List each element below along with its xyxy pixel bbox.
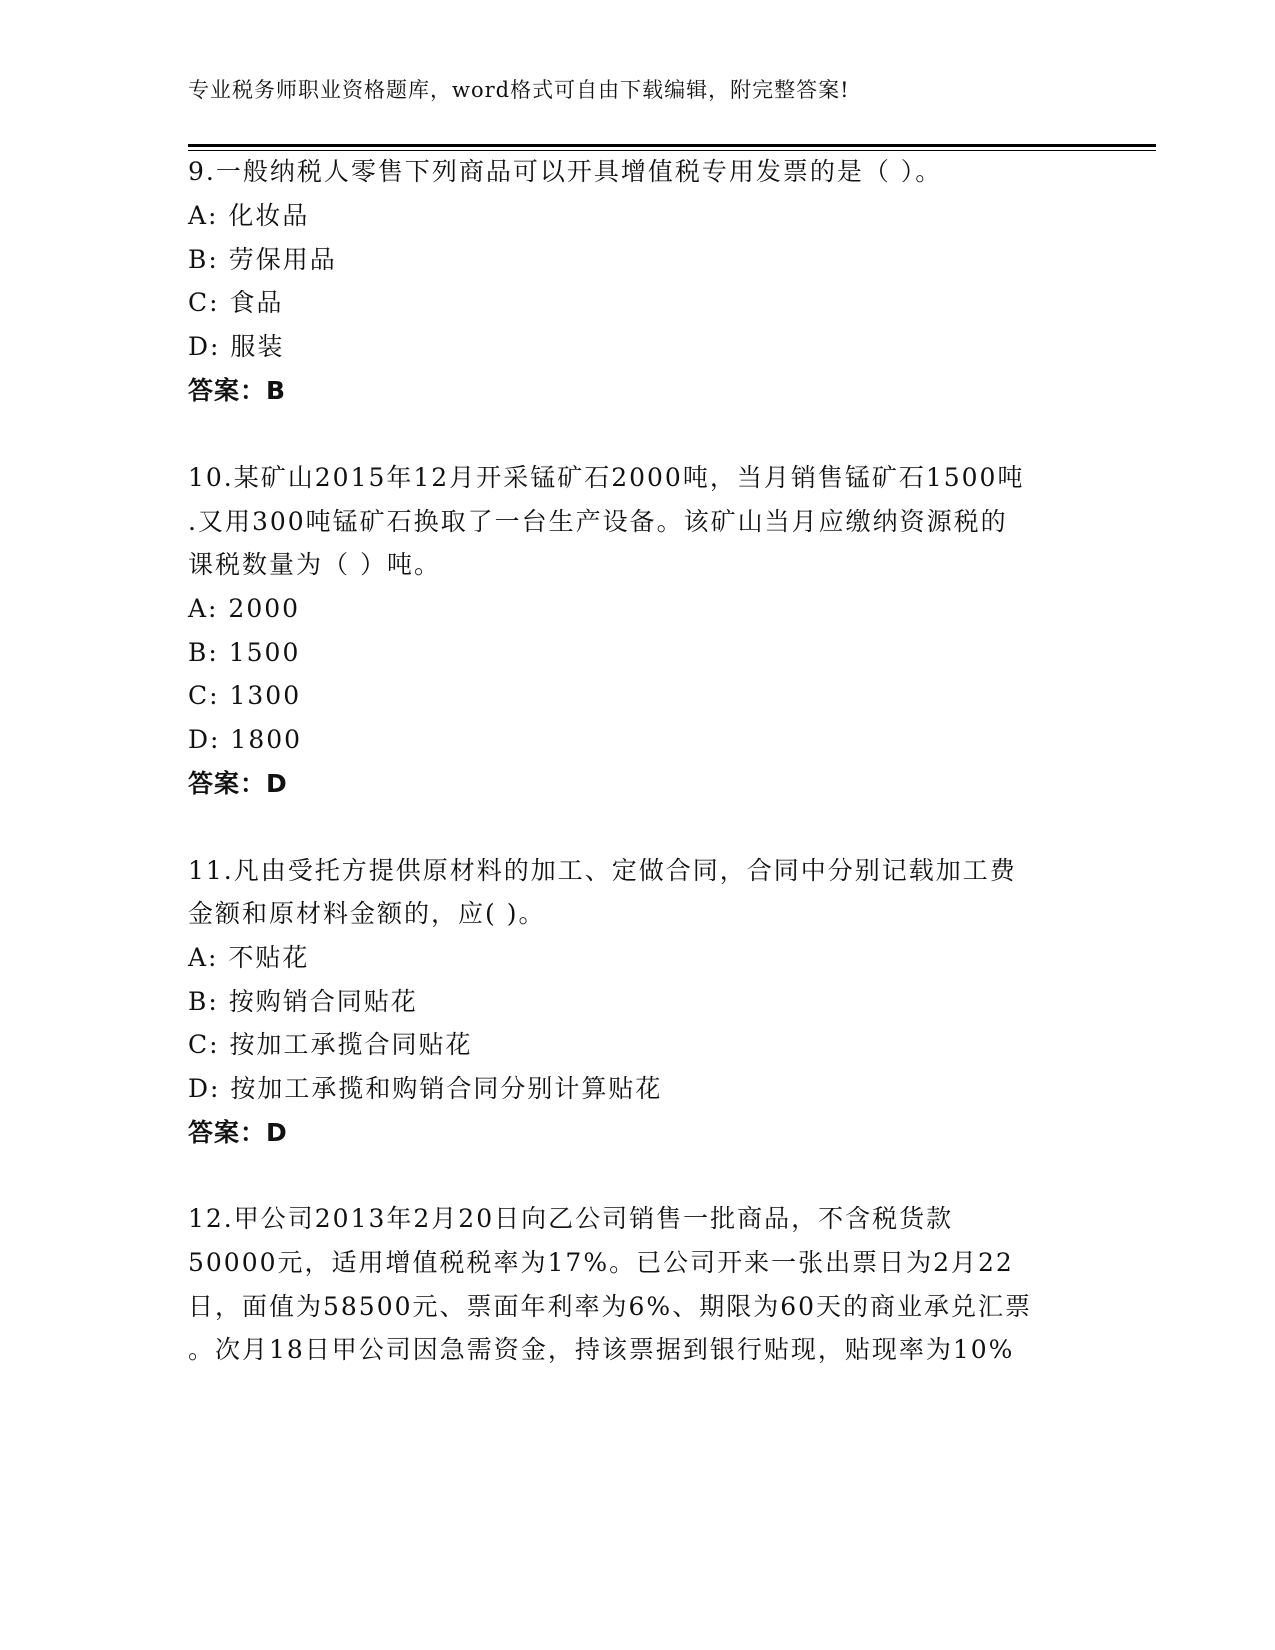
question-10-text-line-2: .又用300吨锰矿石换取了一台生产设备。该矿山当月应缴纳资源税的 [188,507,1008,536]
header-rule-thick [188,144,1156,147]
question-11-option-b: B: 按购销合同贴花 [188,987,418,1016]
question-11-text-line-1: 11.凡由受托方提供原材料的加工、定做合同，合同中分别记载加工费 [188,856,1017,885]
header-rule-thin [188,150,1156,151]
question-12-text-line-3: 日，面值为58500元、票面年利率为6%、期限为60天的商业承兑汇票 [188,1292,1033,1321]
question-11-option-a: A: 不贴花 [188,943,310,972]
question-9-option-c: C: 食品 [188,288,284,317]
question-10-text-line-1: 10.某矿山2015年12月开采锰矿石2000吨，当月销售锰矿石1500吨 [188,463,1025,492]
question-9-text: 9.一般纳税人零售下列商品可以开具增值税专用发票的是（ ）。 [188,157,943,186]
question-10-option-d: D: 1800 [188,725,303,754]
question-12-text-line-1: 12.甲公司2013年2月20日向乙公司销售一批商品，不含税货款 [188,1204,954,1233]
question-11-answer: 答案：D [188,1118,288,1147]
question-11-text-line-2: 金额和原材料金额的，应( )。 [188,899,546,928]
question-11-option-d: D: 按加工承揽和购销合同分别计算贴花 [188,1074,663,1103]
question-9-answer: 答案：B [188,376,287,405]
question-10-option-a: A: 2000 [188,594,301,623]
question-9-option-d: D: 服装 [188,332,285,361]
question-10-option-c: C: 1300 [188,681,302,710]
question-12-text-line-4: 。次月18日甲公司因急需资金，持该票据到银行贴现，贴现率为10% [188,1335,1015,1364]
question-10-option-b: B: 1500 [188,638,301,667]
question-9-option-a: A: 化妆品 [188,201,310,230]
page-header: 专业税务师职业资格题库，word格式可自由下载编辑，附完整答案! [188,78,850,102]
question-10-text-line-3: 课税数量为（ ）吨。 [188,550,441,579]
question-9-option-b: B: 劳保用品 [188,245,337,274]
question-10-answer: 答案：D [188,769,288,798]
question-12-text-line-2: 50000元，适用增值税税率为17%。已公司开来一张出票日为2月22 [188,1248,1014,1277]
question-11-option-c: C: 按加工承揽合同贴花 [188,1030,473,1059]
